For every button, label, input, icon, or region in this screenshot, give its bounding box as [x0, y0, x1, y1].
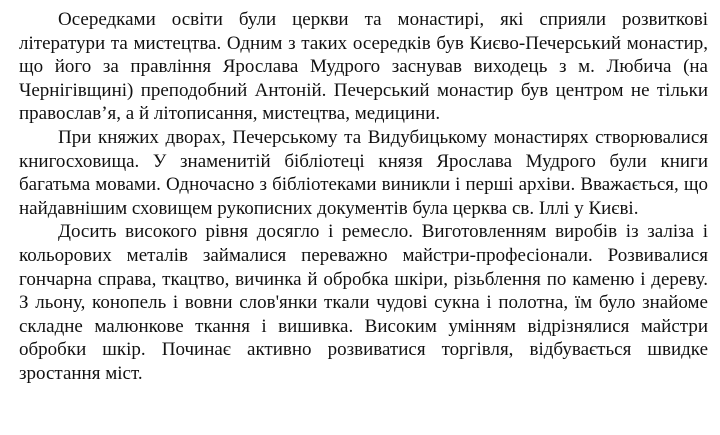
paragraph-crafts-trade: Досить високого рівня досягло і ремесло. Виготовленням виробів із заліза і кольорових металів займалися переважно майстри-професіонали. Розвивалися гончарна справа, ткацтво, вичинка й обробка шкіри, різьблення по каменю і дереву. З льону, конопель і вовни слов'янки ткали чудові сукна і полотна, їм було знайоме складне малюнкове ткання і вишивка. Високим умінням відрізнялися майстри обробки шкір. Починає активно розвиватися торгівля, відбувається швидке зростання міст. — [19, 221, 708, 384]
document-page — [19, 8, 708, 386]
paragraph-churches-monasteries: Осередками освіти були церкви та монастирі, які сприяли розвиткові літератури та мистецтва. Одним з таких осередків був Києво-Печерський монастир, що його за правління Ярослава Мудрого заснував виходець з м. Любича (на Чернігівщині) преподобний Антоній. Печерський монастир був центром не тільки православ’я, а й літописання, мистецтва, медицини. — [19, 9, 708, 125]
paragraph-libraries-archives: При княжих дворах, Печерському та Видубицькому монастирях створювалися книгосховища. У знаменитій бібліотеці князя Ярослава Мудрого були книги багатьма мовами. Одночасно з бібліотеками виникли і перші архіви. Вважається, що найдавнішим сховищем рукописних документів була церква св. Іллі у Києві. — [19, 126, 708, 219]
